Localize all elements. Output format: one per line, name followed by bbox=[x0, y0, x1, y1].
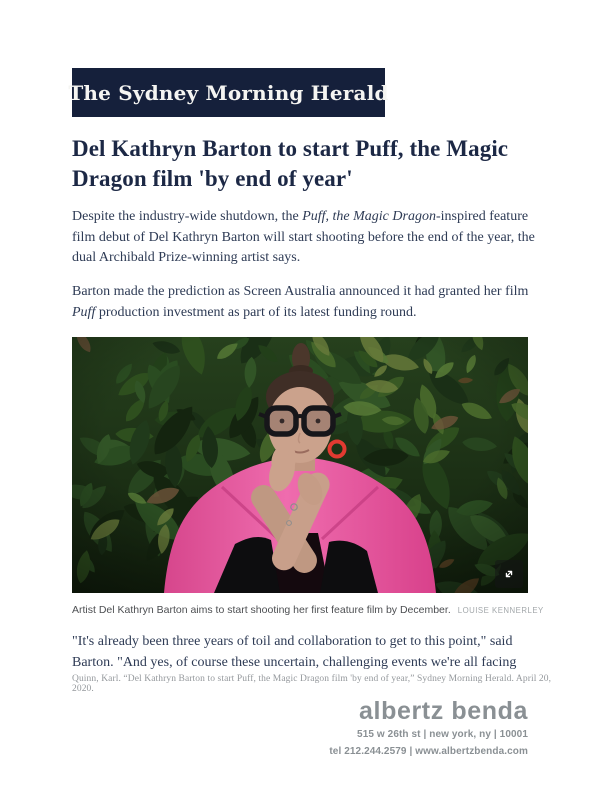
gallery-address-line1: 515 w 26th st | new york, ny | 10001 bbox=[357, 729, 528, 740]
article-photo bbox=[72, 337, 528, 593]
article-paragraph-1: Despite the industry-wide shutdown, the Puff, the Magic Dragon-inspired feature film debut of Del Kathryn Barton will start shooting before the end of the year, the dual Archibald Prize-winning artist says. bbox=[72, 209, 535, 265]
portrait-photo bbox=[72, 337, 528, 593]
article-paragraph-3: "It's already been three years of toil and collaboration to get to this point," said Barton. "And yes, of course these uncertain, challenging events we're all facing bbox=[72, 634, 517, 670]
article-paragraph-2: Barton made the prediction as Screen Australia announced it had granted her film Puff production investment as part of its latest funding round. bbox=[72, 284, 529, 320]
gallery-footer bbox=[329, 697, 528, 758]
citation-line: Quinn, Karl. “Del Kathryn Barton to start Puff, the Magic Dragon film 'by end of year,” Sydney Morning Herald. April 20, 2020. bbox=[72, 674, 552, 694]
gallery-address-line2: tel 212.244.2579 | www.albertzbenda.com bbox=[329, 745, 528, 757]
article-headline: Del Kathryn Barton to start Puff, the Magic Dragon film 'by end of year' bbox=[72, 136, 509, 191]
diagonal-arrows-icon bbox=[500, 565, 518, 583]
newspaper-masthead bbox=[68, 68, 389, 117]
expand-icon[interactable] bbox=[495, 560, 523, 588]
gallery-logo: albertz benda bbox=[359, 697, 528, 725]
photo-credit: LOUISE KENNERLEY bbox=[457, 606, 544, 615]
masthead-title: The Sydney Morning Herald bbox=[68, 80, 389, 105]
photo-caption: Artist Del Kathryn Barton aims to start shooting her first feature film by December. bbox=[72, 604, 451, 616]
photo-caption-row bbox=[72, 600, 544, 618]
